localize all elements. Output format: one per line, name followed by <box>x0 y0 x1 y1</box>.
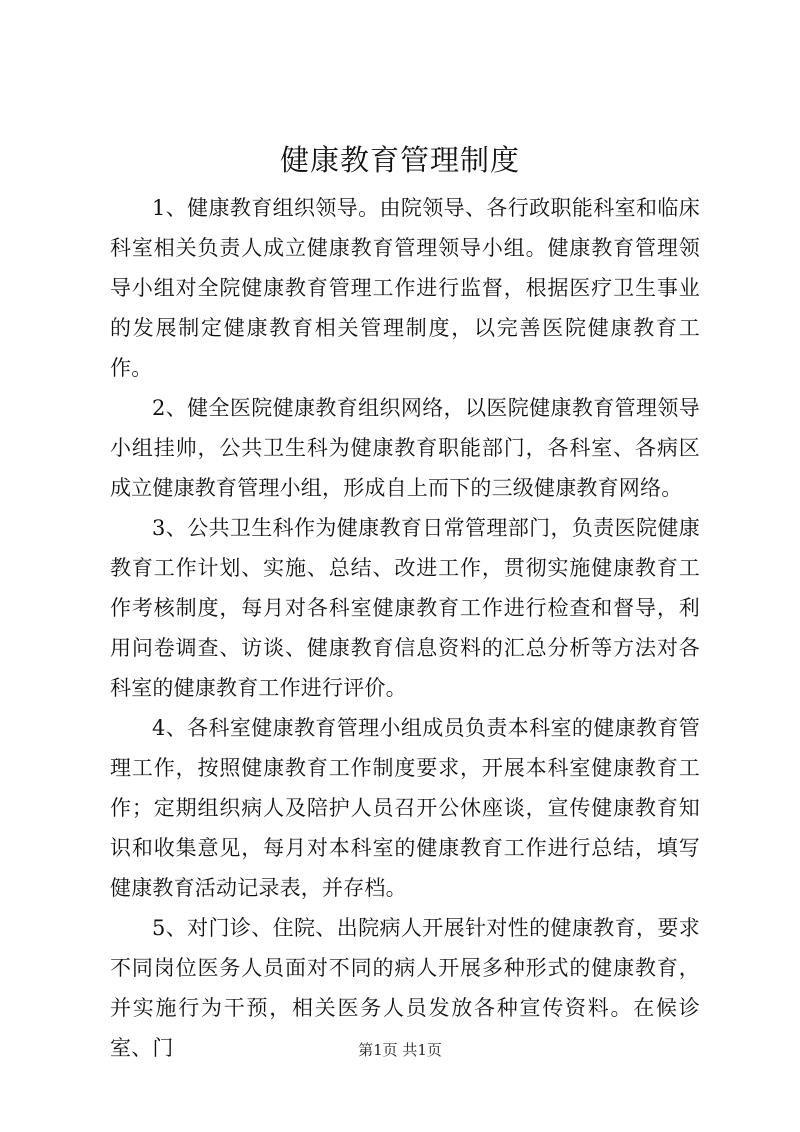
document-body <box>110 188 700 1068</box>
paragraph-5: 5、对门诊、住院、出院病人开展针对性的健康教育，要求不同岗位医务人员面对不同的病人开展多种形式的健康教育，并实施行为干预，相关医务人员发放各种宣传资料。在候诊室、门 <box>110 916 700 1060</box>
paragraph-2: 2、健全医院健康教育组织网络，以医院健康教育管理领导小组挂帅，公共卫生科为健康教育职能部门，各科室、各病区成立健康教育管理小组，形成自上而下的三级健康教育网络。 <box>110 396 700 500</box>
page-footer: 第1页 共1页 <box>358 1041 442 1059</box>
paragraph-1: 1、健康教育组织领导。由院领导、各行政职能科室和临床科室相关负责人成立健康教育管理领导小组。健康教育管理领导小组对全院健康教育管理工作进行监督，根据医疗卫生事业的发展制定健康教育相关管理制度，以完善医院健康教育工作。 <box>110 196 700 380</box>
document-title: 健康教育管理制度 <box>279 143 520 177</box>
paragraph-3: 3、公共卫生科作为健康教育日常管理部门，负责医院健康教育工作计划、实施、总结、改进工作，贯彻实施健康教育工作考核制度，每月对各科室健康教育工作进行检查和督导，利用问卷调查、访谈、健康教育信息资料的汇总分析等方法对各科室的健康教育工作进行评价。 <box>110 516 700 700</box>
paragraph-4: 4、各科室健康教育管理小组成员负责本科室的健康教育管理工作，按照健康教育工作制度要求，开展本科室健康教育工作；定期组织病人及陪护人员召开公休座谈，宣传健康教育知识和收集意见，每月对本科室的健康教育工作进行总结，填写健康教育活动记录表，并存档。 <box>110 716 700 900</box>
